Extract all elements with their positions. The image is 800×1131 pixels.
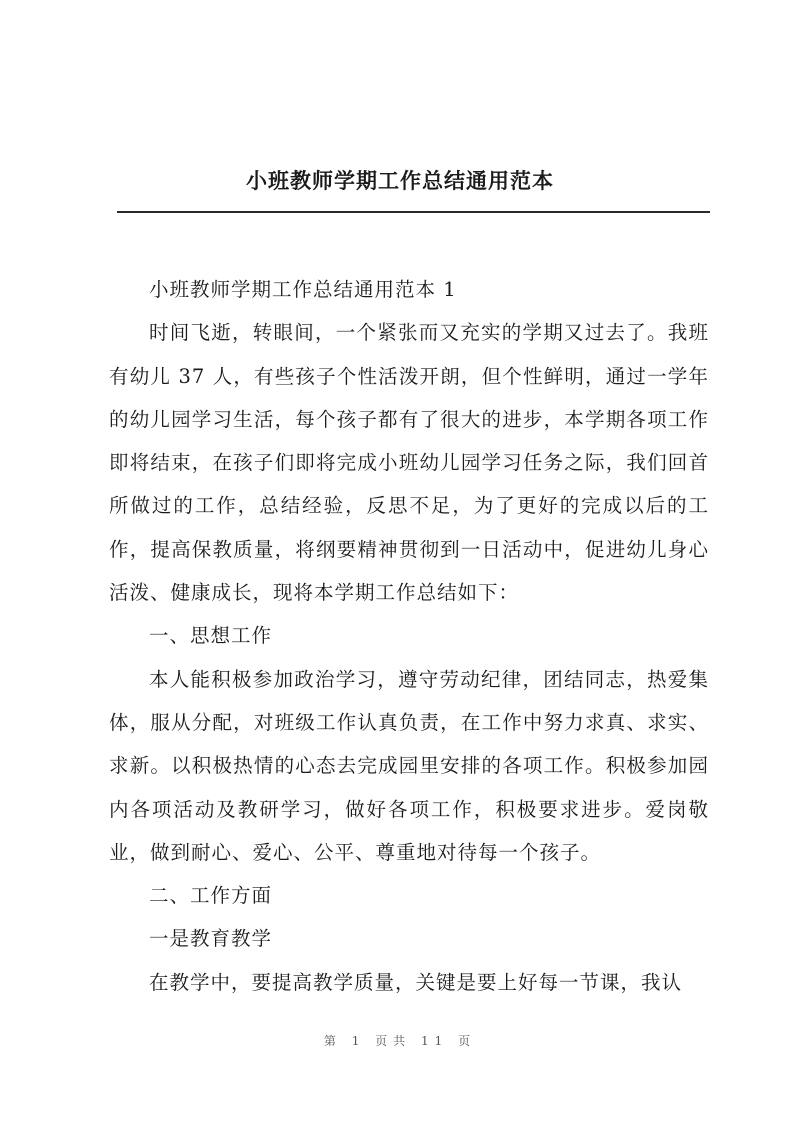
title-divider bbox=[117, 211, 710, 213]
document-title: 小班教师学期工作总结通用范本 bbox=[246, 168, 554, 193]
section-heading: 小班教师学期工作总结通用范本 1 bbox=[149, 278, 457, 301]
document-body bbox=[109, 268, 709, 1004]
body-paragraph: 本人能积极参加政治学习，遵守劳动纪律，团结同志，热爱集体，服从分配，对班级工作认真负责，在工作中努力求真、求实、求新。以积极热情的心态去完成园里安排的各项工作。积极参加园内各项活动及教研学习，做好各项工作，积极要求进步。爱岗敬业，做到耐心、爱心、公平、尊重地对待每一个孩子。 bbox=[109, 667, 709, 864]
section-heading: 二、工作方面 bbox=[149, 884, 273, 908]
body-paragraph: 在教学中，要提高教学质量，关键是要上好每一节课，我认 bbox=[149, 970, 683, 994]
subsection-heading: 一是教育教学 bbox=[149, 927, 273, 951]
page-number-footer: 第 1 页共 11 页 bbox=[323, 1034, 477, 1048]
section-heading: 一、思想工作 bbox=[149, 624, 273, 648]
body-paragraph: 时间飞逝，转眼间，一个紧张而又充实的学期又过去了。我班有幼儿 37 人，有些孩子个性活泼开朗，但个性鲜明，通过一学年的幼儿园学习生活，每个孩子都有了很大的进步，本学期各项工作即将结束，在孩子们即将完成小班幼儿园学习任务之际，我们回首所做过的工作，总结经验，反思不足，为了更好的完成以后的工作，提高保教质量，将纲要精神贯彻到一日活动中，促进幼儿身心活泼、健康成长，现将本学期工作总结如下： bbox=[109, 321, 709, 605]
